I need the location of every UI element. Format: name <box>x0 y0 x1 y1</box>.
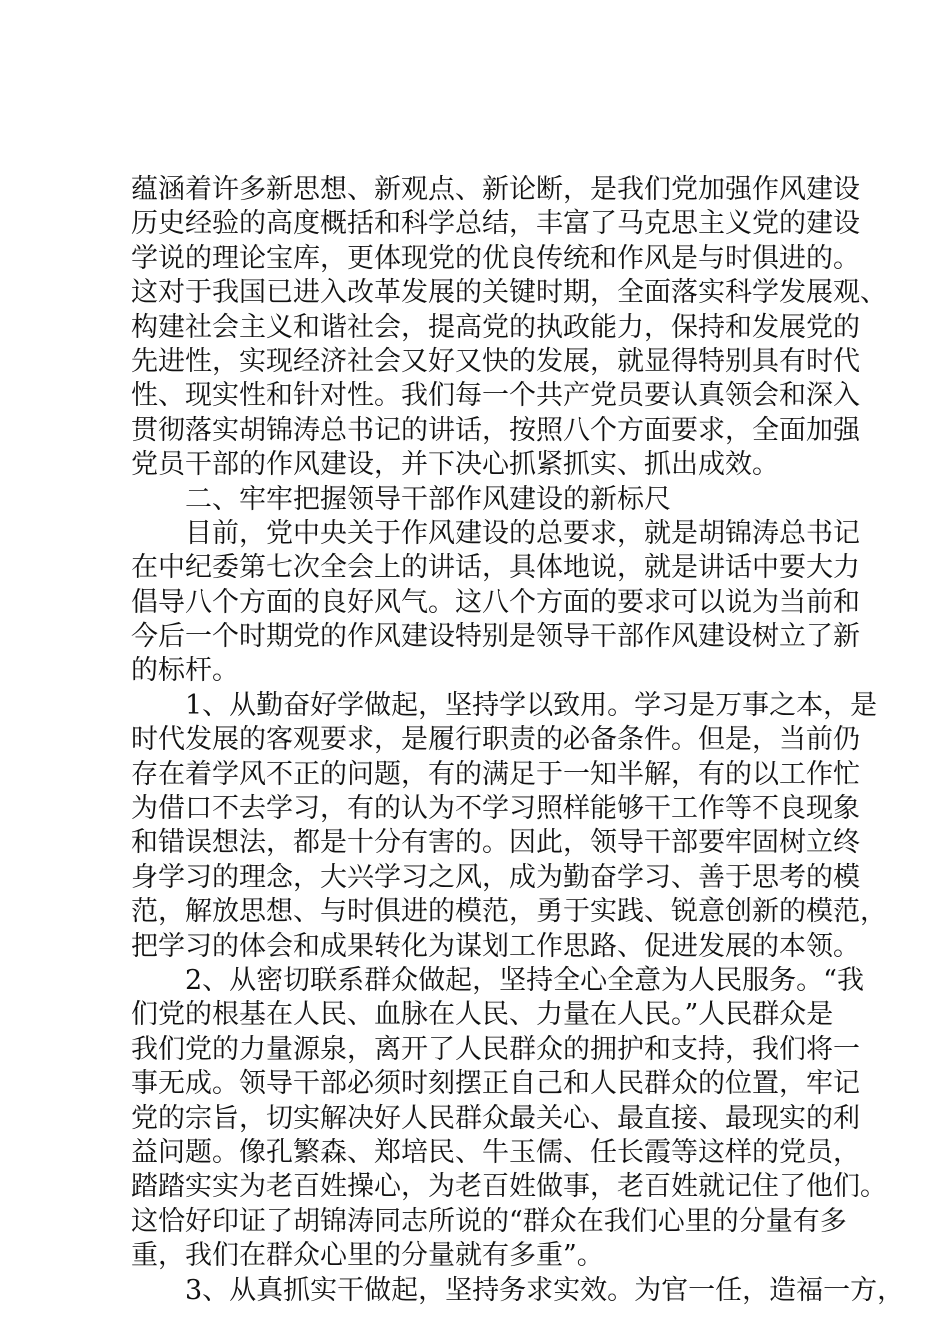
text-line: 事无成。领导干部必须时刻摆正自己和人民群众的位置，牢记 <box>131 1068 860 1100</box>
text-line: 性、现实性和针对性。我们每一个共产党员要认真领会和深入 <box>131 380 860 412</box>
text-line: 我们党的力量源泉，离开了人民群众的拥护和支持，我们将一 <box>131 1033 860 1065</box>
text-line: 今后一个时期党的作风建设特别是领导干部作风建设树立了新 <box>131 621 860 653</box>
text-line: 1、从勤奋好学做起，坚持学以致用。学习是万事之本，是 <box>185 689 878 721</box>
text-line: 蕴涵着许多新思想、新观点、新论断，是我们党加强作风建设 <box>131 174 860 205</box>
text-line: 时代发展的客观要求，是履行职责的必备条件。但是，当前仍 <box>131 724 860 756</box>
text-line: 目前，党中央关于作风建设的总要求，就是胡锦涛总书记 <box>185 517 860 549</box>
text-line: 这对于我国已进入改革发展的关键时期，全面落实科学发展观、 <box>131 277 887 309</box>
text-line: 在中纪委第七次全会上的讲话，具体地说，就是讲话中要大力 <box>131 552 860 584</box>
text-line: 这恰好印证了胡锦涛同志所说的“群众在我们心里的分量有多 <box>131 1205 847 1237</box>
text-line: 二、牢牢把握领导干部作风建设的新标尺 <box>185 483 671 515</box>
text-line: 构建社会主义和谐社会，提高党的执政能力，保持和发展党的 <box>131 311 860 343</box>
text-line: 3、从真抓实干做起，坚持务求实效。为官一任，造福一方， <box>185 1274 905 1306</box>
text-line: 存在着学风不正的问题，有的满足于一知半解，有的以工作忙 <box>131 758 860 790</box>
text-line: 为借口不去学习，有的认为不学习照样能够干工作等不良现象 <box>131 793 860 825</box>
text-line: 贯彻落实胡锦涛总书记的讲话，按照八个方面要求，全面加强 <box>131 414 860 446</box>
text-line: 身学习的理念，大兴学习之风，成为勤奋学习、善于思考的模 <box>131 861 860 893</box>
text-line: 倡导八个方面的良好风气。这八个方面的要求可以说为当前和 <box>131 586 860 618</box>
text-line: 学说的理论宝库，更体现党的优良传统和作风是与时俱进的。 <box>131 242 860 274</box>
text-line: 的标杆。 <box>131 655 239 687</box>
text-line: 历史经验的高度概括和科学总结，丰富了马克思主义党的建设 <box>131 208 860 240</box>
text-line: 党员干部的作风建设，并下决心抓紧抓实、抓出成效。 <box>131 449 779 481</box>
text-line: 和错误想法，都是十分有害的。因此，领导干部要牢固树立终 <box>131 827 860 859</box>
text-line: 益问题。像孔繁森、郑培民、牛玉儒、任长霞等这样的党员， <box>131 1136 860 1168</box>
text-line: 重，我们在群众心里的分量就有多重”。 <box>131 1240 604 1272</box>
text-line: 范，解放思想、与时俱进的模范，勇于实践、锐意创新的模范， <box>131 896 887 928</box>
text-line: 踏踏实实为老百姓操心，为老百姓做事，老百姓就记住了他们。 <box>131 1171 887 1203</box>
text-line: 先进性，实现经济社会又好又快的发展，就显得特别具有时代 <box>131 345 860 377</box>
text-line: 们党的根基在人民、血脉在人民、力量在人民。”人民群众是 <box>131 999 834 1031</box>
text-line: 党的宗旨，切实解决好人民群众最关心、最直接、最现实的利 <box>131 1102 860 1134</box>
body-text <box>131 173 905 1308</box>
text-line: 2、从密切联系群众做起，坚持全心全意为人民服务。“我 <box>185 964 864 996</box>
text-line: 把学习的体会和成果转化为谋划工作思路、促进发展的本领。 <box>131 930 860 962</box>
